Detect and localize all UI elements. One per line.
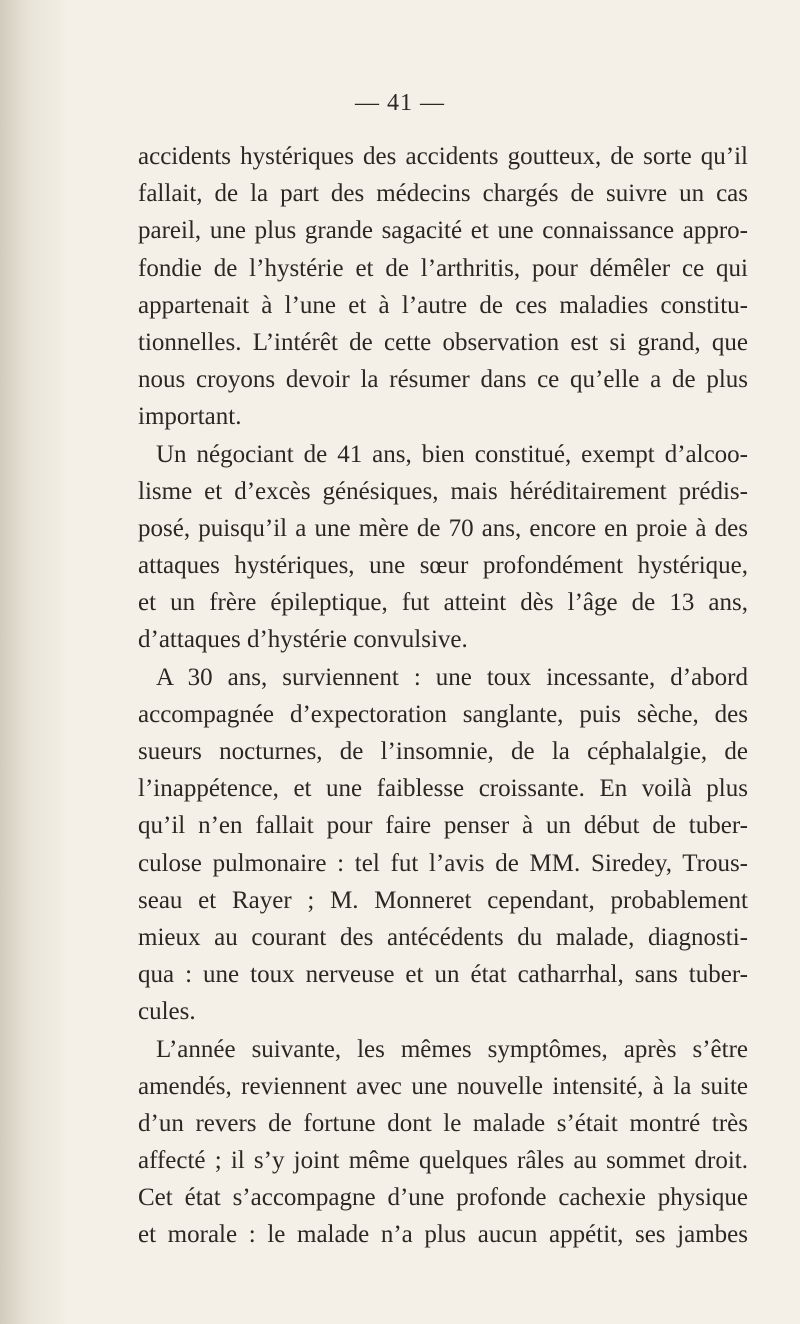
text-line: sueurs nocturnes, de l’insomnie, de la céphalalgie, de bbox=[138, 738, 748, 765]
text-line: L’année suivante, les mêmes symptômes, après s’être bbox=[156, 1035, 748, 1063]
text-line: accompagnée d’expectoration sanglante, puis sèche, des bbox=[138, 700, 748, 728]
text-line: accidents hystériques des accidents goutteux, de sorte qu’il bbox=[138, 143, 748, 170]
text-line: mieux au courant des antécédents du malade, diagnosti- bbox=[138, 923, 748, 951]
text-line: posé, puisqu’il a une mère de 70 ans, encore en proie à des bbox=[138, 514, 748, 542]
text-line: seau et Rayer ; M. Monneret cependant, probablement bbox=[138, 886, 748, 914]
page-number: — 41 — bbox=[355, 90, 445, 116]
text-line: appartenait à l’une et à l’autre de ces maladies constitu- bbox=[138, 291, 748, 319]
text-line: nous croyons devoir la résumer dans ce qu’elle a de plus bbox=[138, 366, 748, 394]
text-line: qu’il n’en fallait pour faire penser à un début de tuber- bbox=[138, 812, 748, 840]
text-line: A 30 ans, surviennent : une toux incessante, d’abord bbox=[156, 663, 748, 691]
text-line: cules. bbox=[138, 998, 196, 1026]
text-line: et un frère épileptique, fut atteint dès l’âge de 13 ans, bbox=[138, 589, 748, 617]
text-line: Un négociant de 41 ans, bien constitué, exempt d’alcoo- bbox=[156, 440, 748, 468]
text-line: Cet état s’accompagne d’une profonde cachexie physique bbox=[138, 1184, 748, 1212]
text-line: affecté ; il s’y joint même quelques râles au sommet droit. bbox=[138, 1147, 748, 1175]
text-line: qua : une toux nerveuse et un état catharrhal, sans tuber- bbox=[138, 961, 748, 989]
text-line: et morale : le malade n’a plus aucun appétit, ses jambes bbox=[138, 1221, 748, 1249]
text-line: d’un revers de fortune dont le malade s’était montré très bbox=[138, 1109, 748, 1137]
text-line: lisme et d’excès génésiques, mais héréditairement prédis- bbox=[138, 477, 748, 505]
text-line: amendés, reviennent avec une nouvelle intensité, à la suite bbox=[138, 1072, 748, 1100]
text-line: culose pulmonaire : tel fut l’avis de MM. Siredey, Trous- bbox=[138, 849, 748, 877]
text-line: fallait, de la part des médecins chargés de suivre un cas bbox=[138, 180, 748, 208]
body-text bbox=[138, 138, 748, 1254]
text-line: l’inappétence, et une faiblesse croissante. En voilà plus bbox=[138, 775, 748, 803]
text-line: d’attaques d’hystérie convulsive. bbox=[138, 626, 468, 654]
text-line: fondie de l’hystérie et de l’arthritis, pour démêler ce qui bbox=[138, 254, 748, 282]
text-line: tionnelles. L’intérêt de cette observation est si grand, que bbox=[138, 328, 748, 356]
text-line: important. bbox=[138, 403, 242, 431]
text-line: attaques hystériques, une sœur profondément hystérique, bbox=[138, 552, 748, 580]
text-line: pareil, une plus grande sagacité et une connaissance appro- bbox=[138, 217, 748, 245]
